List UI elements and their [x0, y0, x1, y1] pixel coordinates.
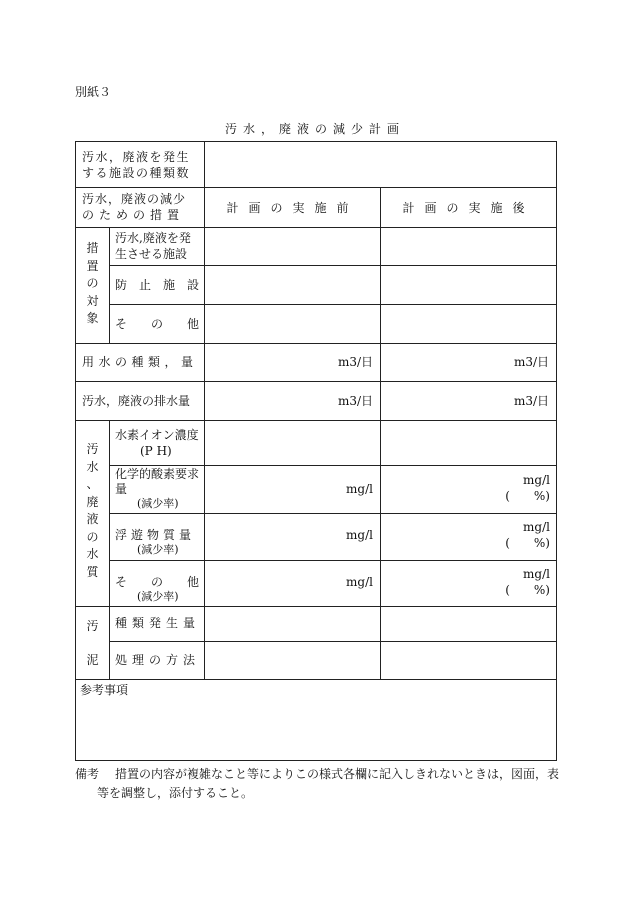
note-label: 備考	[75, 767, 100, 781]
water-use-unit-after: m3/日	[513, 355, 549, 369]
cod-sub-label: (減少率)	[137, 497, 179, 510]
note-line-2: 等を調整し，添付すること。	[97, 786, 254, 800]
discharge-unit-after: m3/日	[513, 394, 549, 408]
measure-prevention: 防止施設	[115, 278, 212, 292]
water-use-unit-before: m3/日	[337, 355, 373, 369]
quality-group-label: 汚 水 、 廃 液 の 水 質	[86, 442, 99, 579]
ss-label: 浮遊物質量	[115, 528, 196, 542]
ss-sub-label: (減少率)	[137, 543, 179, 556]
cod-unit-after: mg/l	[523, 473, 550, 487]
note-line-1: 措置の内容が複雑なこと等によりこの様式各欄に記入しきれないときは，図面，表	[115, 767, 560, 781]
water-use-label: 用水の種類，量	[82, 355, 198, 369]
measures-header-line2: のための措置	[82, 208, 185, 222]
facility-label-line1: 汚水，廃液を発生	[82, 150, 191, 164]
measure-facility-line2: 生させる施設	[115, 247, 188, 261]
measure-other: その他	[115, 317, 224, 331]
other-quality-unit-after: mg/l	[523, 567, 550, 581]
other-quality-label: その他	[115, 575, 224, 589]
cod-label-line1: 化学的酸素要求	[115, 467, 200, 481]
measures-header-line1: 汚水，廃液の減少	[82, 192, 187, 206]
ss-reduction-rate: ( %)	[505, 536, 550, 550]
form-title: 汚水，廃液の減少計画	[224, 122, 405, 136]
measure-facility-line1: 汚水,廃液を発	[115, 231, 191, 245]
ss-unit-after: mg/l	[523, 520, 550, 534]
other-quality-unit-before: mg/l	[346, 575, 373, 589]
sludge-group-label-bottom: 泥	[86, 653, 99, 667]
facility-label-line2: する施設の種類数	[82, 166, 191, 180]
column-header-before: 計画の実施前	[226, 201, 359, 215]
reference-input[interactable]	[76, 698, 556, 759]
sludge-method-label: 処理の方法	[115, 653, 201, 667]
other-quality-sub-label: (減少率)	[137, 590, 179, 603]
reference-label: 参考事項	[80, 683, 129, 697]
sludge-group-label-top: 汚	[86, 619, 99, 633]
column-header-after: 計画の実施後	[402, 201, 535, 215]
document-label: 別紙３	[75, 85, 112, 99]
measures-group-label: 措 置 の 対 象	[86, 241, 99, 325]
ph-label-line1: 水素イオン濃度	[115, 428, 199, 442]
ss-unit-before: mg/l	[346, 528, 373, 542]
cod-reduction-rate: ( %)	[505, 489, 550, 503]
discharge-label: 汚水，廃液の排水量	[82, 394, 191, 408]
facility-input[interactable]	[205, 142, 555, 186]
sludge-amount-label: 種類発生量	[115, 616, 201, 630]
discharge-unit-before: m3/日	[337, 394, 373, 408]
other-quality-reduction-rate: ( %)	[505, 583, 550, 597]
cod-label-line2: 量	[115, 482, 128, 496]
ph-label-line2: (P H)	[140, 444, 172, 458]
cod-unit-before: mg/l	[346, 482, 373, 496]
